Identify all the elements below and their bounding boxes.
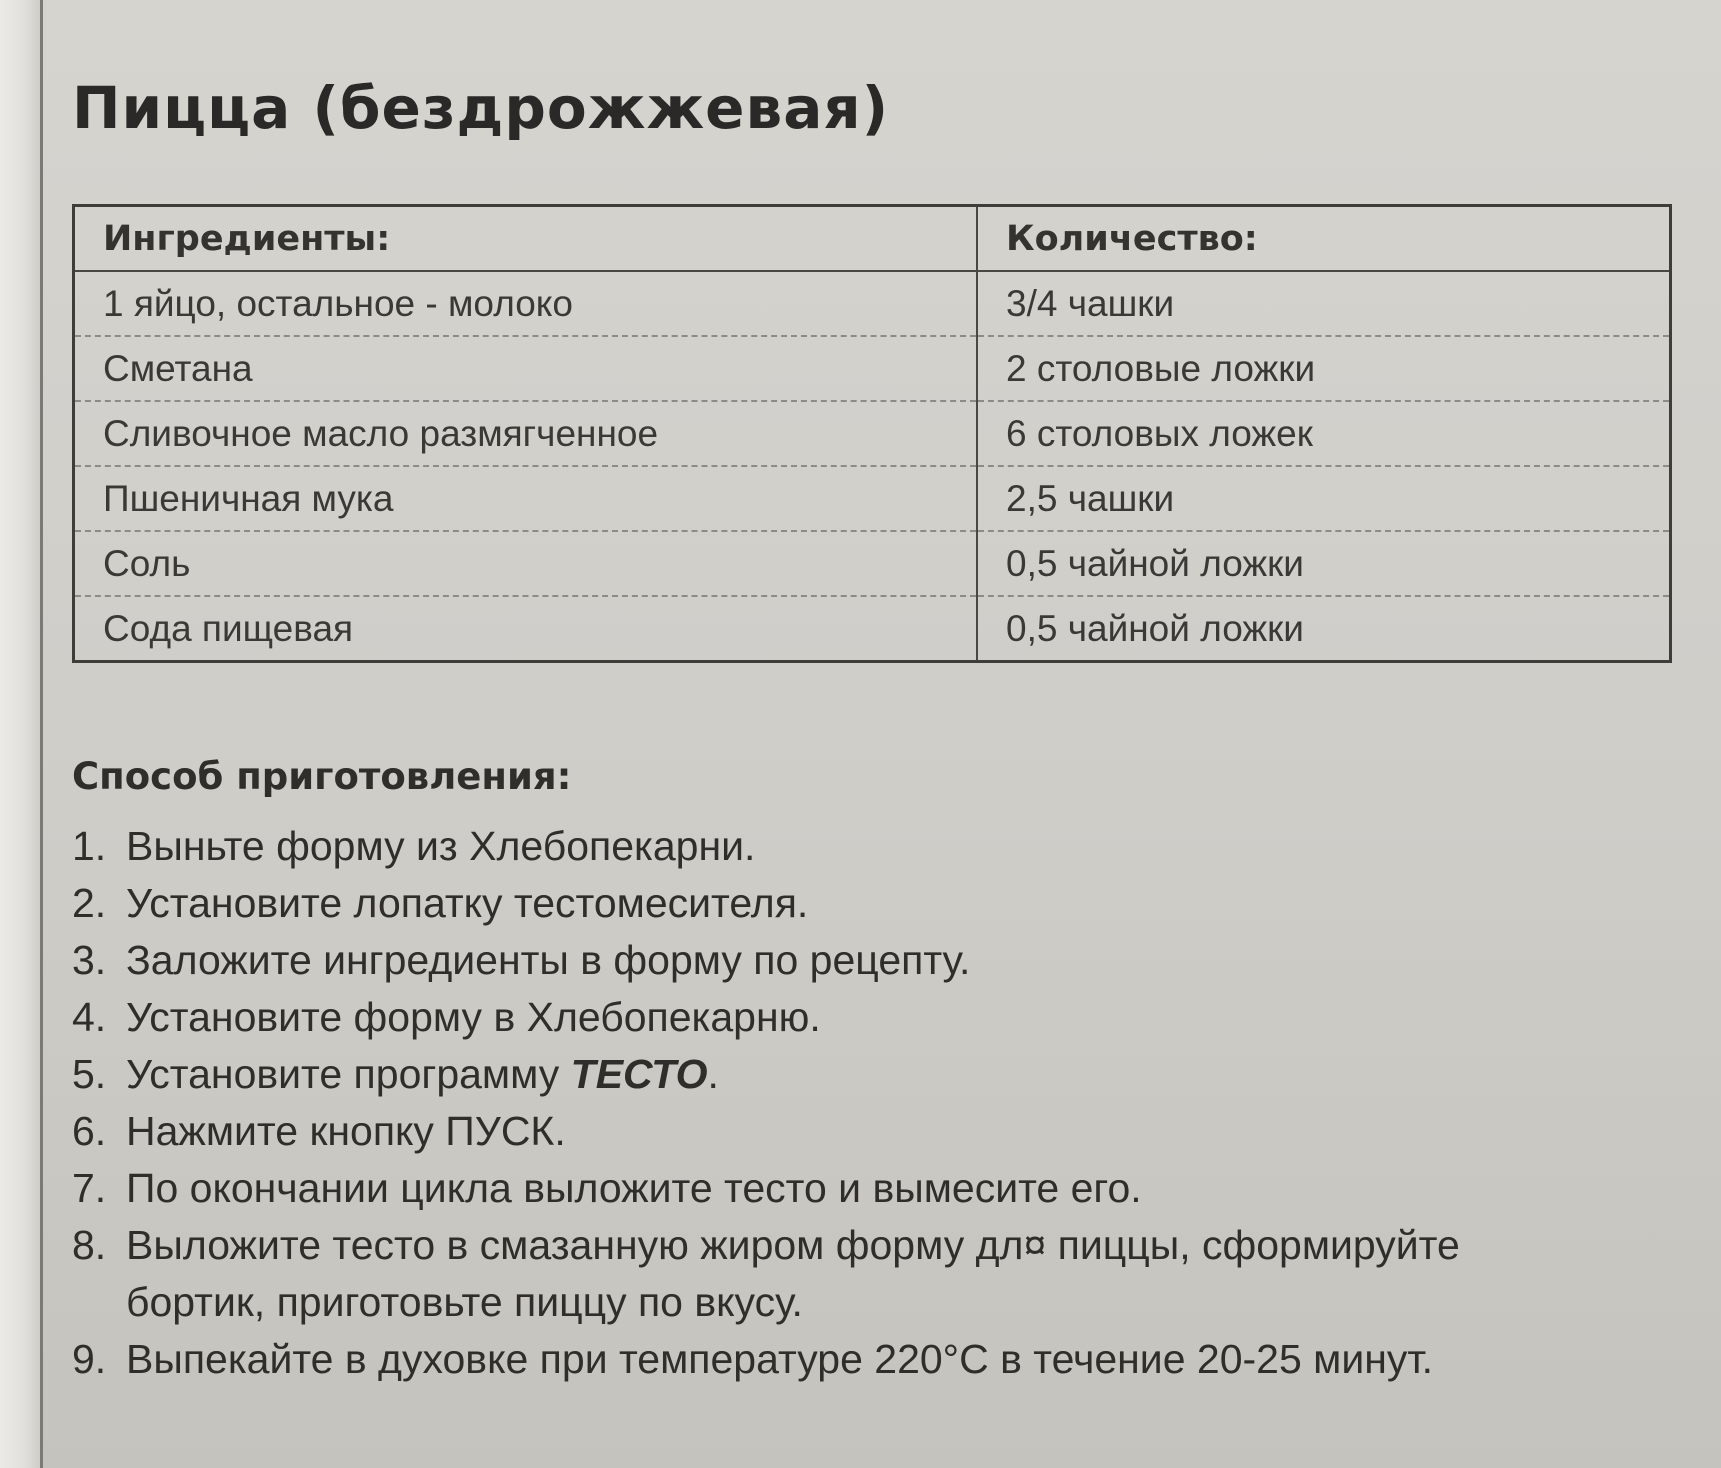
- ingredient-cell: 1 яйцо, остальное - молоко: [74, 271, 978, 336]
- list-item: [72, 875, 1672, 932]
- step-number: 8.: [72, 1222, 107, 1268]
- list-item: [72, 1331, 1672, 1388]
- method-heading: Способ приготовления:: [72, 755, 572, 798]
- ingredient-cell: Сметана: [74, 336, 978, 401]
- ingredients-table: [72, 204, 1672, 663]
- list-item: [72, 1217, 1672, 1331]
- step-number: 3.: [72, 937, 107, 983]
- quantity-cell: 3/4 чашки: [977, 271, 1671, 336]
- ingredient-cell: Пшеничная мука: [74, 466, 978, 531]
- step-text: Нажмите кнопку ПУСК.: [126, 1108, 566, 1154]
- table-row: [74, 466, 1671, 531]
- program-name: ТЕСТО: [570, 1051, 708, 1097]
- list-item: [72, 932, 1672, 989]
- quantity-cell: 0,5 чайной ложки: [977, 531, 1671, 596]
- table-header-row: [74, 206, 1671, 272]
- recipe-title: Пицца (бездрожжевая): [72, 74, 890, 142]
- step-text: По окончании цикла выложите тесто и вымесите его.: [126, 1165, 1142, 1211]
- recipe-content: [72, 60, 1672, 1388]
- step-number: 5.: [72, 1051, 107, 1097]
- list-item: [72, 1103, 1672, 1160]
- step-text: Установите лопатку тестомесителя.: [126, 880, 809, 926]
- ingredient-cell: Сода пищевая: [74, 596, 978, 662]
- step-number: 6.: [72, 1108, 107, 1154]
- quantity-column-header: Количество:: [977, 206, 1671, 272]
- ingredient-cell: Сливочное масло размягченное: [74, 401, 978, 466]
- step-text: Заложите ингредиенты в форму по рецепту.: [126, 937, 971, 983]
- step-text: Установите форму в Хлебопекарню.: [126, 994, 821, 1040]
- step-number: 7.: [72, 1165, 107, 1211]
- table-row: [74, 336, 1671, 401]
- step-text: Выложите тесто в смазанную жиром форму дл¤ пиццы, сформируйте бортик, приготовьте пиццу по вкусу.: [126, 1222, 1460, 1325]
- quantity-cell: 6 столовых ложек: [977, 401, 1671, 466]
- step-text-end: .: [707, 1051, 719, 1097]
- step-text-wrapper: [126, 1046, 1606, 1103]
- step-number: 2.: [72, 880, 107, 926]
- step-text: Установите программу: [126, 1051, 571, 1097]
- list-item: [72, 989, 1672, 1046]
- method-steps-list: [72, 818, 1672, 1388]
- list-item: [72, 1160, 1672, 1217]
- step-text: Выпекайте в духовке при температуре 220°С в течение 20-25 минут.: [126, 1336, 1434, 1382]
- page-edge: [0, 0, 43, 1468]
- quantity-cell: 0,5 чайной ложки: [977, 596, 1671, 662]
- step-number: 4.: [72, 994, 107, 1040]
- table-row: [74, 531, 1671, 596]
- table-row: [74, 401, 1671, 466]
- ingredient-cell: Соль: [74, 531, 978, 596]
- step-text: Выньте форму из Хлебопекарни.: [126, 823, 756, 869]
- step-number: 1.: [72, 823, 107, 869]
- quantity-cell: 2 столовые ложки: [977, 336, 1671, 401]
- step-number: 9.: [72, 1336, 107, 1382]
- table-row: [74, 596, 1671, 662]
- table-row: [74, 271, 1671, 336]
- list-item: [72, 818, 1672, 875]
- ingredient-column-header: Ингредиенты:: [74, 206, 978, 272]
- list-item: [72, 1046, 1672, 1103]
- quantity-cell: 2,5 чашки: [977, 466, 1671, 531]
